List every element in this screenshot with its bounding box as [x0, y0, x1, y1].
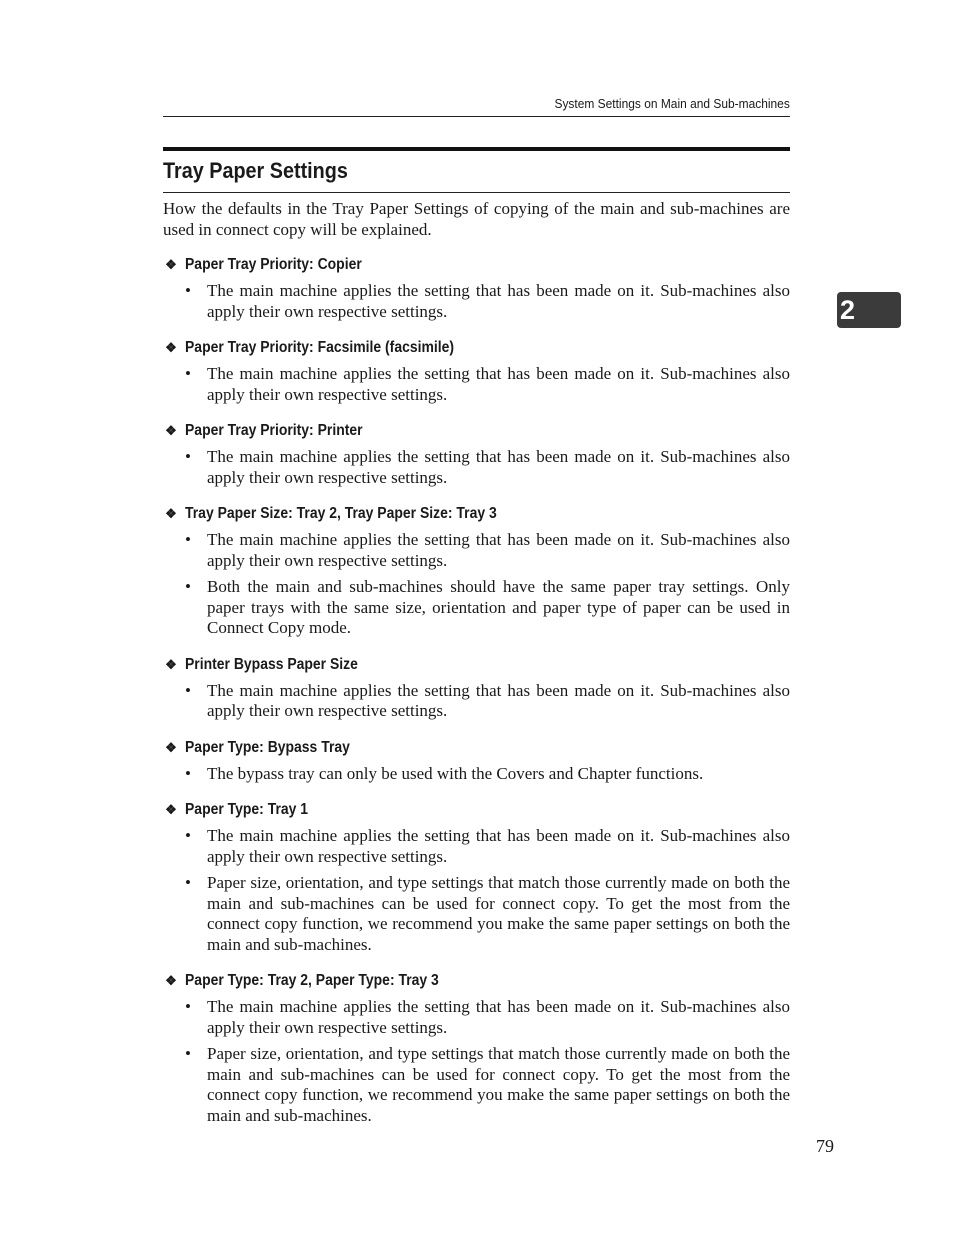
- section-heading: [163, 737, 790, 759]
- bullet-list: [163, 826, 790, 955]
- diamond-bullet-icon: ❖: [165, 340, 177, 355]
- list-item-text: The main machine applies the setting that has been made on it. Sub-machines also apply their own respective settings.: [207, 826, 790, 866]
- list-item-text: The bypass tray can only be used with the Covers and Chapter functions.: [207, 763, 704, 783]
- section-heading-text: Paper Type: Tray 1: [185, 801, 309, 818]
- diamond-bullet-icon: ❖: [165, 257, 177, 272]
- list-item: [163, 681, 790, 722]
- title-top-rule: [163, 147, 790, 151]
- bullet-dot-icon: •: [185, 530, 191, 549]
- page-number: 79: [816, 1136, 834, 1156]
- section-heading: [163, 420, 790, 442]
- diamond-bullet-icon: ❖: [165, 506, 177, 521]
- page-content: [163, 199, 790, 1141]
- section-heading: [163, 654, 790, 676]
- section-tray-paper-size: [163, 503, 790, 639]
- section-paper-tray-priority-facsimile: [163, 337, 790, 405]
- section-heading: [163, 254, 790, 276]
- section-paper-type-tray-2-3: [163, 970, 790, 1126]
- bullet-list: [163, 281, 790, 322]
- section-printer-bypass-paper-size: [163, 654, 790, 722]
- section-heading-text: Printer Bypass Paper Size: [185, 655, 358, 673]
- section-paper-type-tray-1: [163, 799, 790, 955]
- section-heading: [163, 337, 790, 359]
- section-heading-text: Paper Type: Bypass Tray: [185, 738, 350, 756]
- list-item: [163, 826, 790, 867]
- section-heading-text: Paper Type: Tray 2, Paper Type: Tray 3: [185, 972, 439, 989]
- list-item-text: The main machine applies the setting that has been made on it. Sub-machines also apply their own respective settings.: [207, 281, 790, 321]
- section-heading: [163, 799, 790, 821]
- bullet-list: [163, 997, 790, 1126]
- running-header-title: System Settings on Main and Sub-machines: [554, 96, 790, 111]
- list-item: [163, 530, 790, 571]
- section-paper-type-bypass-tray: [163, 737, 790, 785]
- diamond-bullet-icon: ❖: [165, 656, 177, 672]
- section-heading-text: Paper Tray Priority: Facsimile (facsimile): [185, 339, 455, 356]
- bullet-dot-icon: •: [185, 680, 191, 700]
- intro-paragraph: How the defaults in the Tray Paper Settings of copying of the main and sub-machines are used in connect copy will be explained.: [163, 199, 790, 239]
- bullet-dot-icon: •: [185, 763, 191, 783]
- page-title: Tray Paper Settings: [163, 158, 348, 183]
- title-underline: [163, 192, 790, 193]
- bullet-dot-icon: •: [185, 447, 191, 466]
- section-paper-tray-priority-printer: [163, 420, 790, 488]
- section-heading: [163, 970, 790, 992]
- section-heading-text: Paper Tray Priority: Copier: [185, 256, 362, 273]
- bullet-dot-icon: •: [185, 281, 191, 300]
- diamond-bullet-icon: ❖: [165, 973, 177, 988]
- running-header: [163, 96, 790, 117]
- section-paper-tray-priority-copier: [163, 254, 790, 322]
- bullet-dot-icon: •: [185, 364, 191, 383]
- list-item-text: Paper size, orientation, and type settings that match those currently made on both the main and sub-machines can be used for connect copy. To get the most from the connect copy function, we recommend you make the same paper settings on both the main and sub-machines.: [207, 873, 790, 954]
- chapter-tab: [837, 292, 901, 328]
- list-item: [163, 364, 790, 405]
- list-item-text: The main machine applies the setting that has been made on it. Sub-machines also apply their own respective settings.: [207, 364, 790, 404]
- bullet-list: [163, 764, 790, 785]
- section-heading: [163, 503, 790, 525]
- bullet-dot-icon: •: [185, 873, 191, 892]
- list-item: [163, 281, 790, 322]
- diamond-bullet-icon: ❖: [165, 739, 177, 755]
- list-item-text: The main machine applies the setting that has been made on it. Sub-machines also apply their own respective settings.: [207, 530, 790, 570]
- bullet-dot-icon: •: [185, 577, 191, 596]
- bullet-list: [163, 447, 790, 488]
- section-heading-text: Paper Tray Priority: Printer: [185, 422, 363, 439]
- diamond-bullet-icon: ❖: [165, 802, 177, 817]
- list-item-text: The main machine applies the setting that has been made on it. Sub-machines also apply their own respective settings.: [207, 447, 790, 487]
- bullet-list: [163, 364, 790, 405]
- list-item-text: Both the main and sub-machines should have the same paper tray settings. Only paper trays with the same size, orientation and paper type of paper can be used in Connect Copy mode.: [207, 577, 790, 637]
- bullet-dot-icon: •: [185, 1044, 191, 1063]
- chapter-number: 2: [840, 295, 856, 325]
- list-item-text: The main machine applies the setting that has been made on it. Sub-machines also apply their own respective settings.: [207, 680, 790, 720]
- list-item: [163, 764, 790, 785]
- list-item: [163, 1044, 790, 1126]
- list-item-text: Paper size, orientation, and type settings that match those currently made on both the main and sub-machines can be used for connect copy. To get the most from the connect copy function, we recommend you make the same paper settings on both the main and sub-machines.: [207, 1044, 790, 1125]
- list-item: [163, 577, 790, 639]
- list-item-text: The main machine applies the setting that has been made on it. Sub-machines also apply their own respective settings.: [207, 997, 790, 1037]
- list-item: [163, 447, 790, 488]
- diamond-bullet-icon: ❖: [165, 423, 177, 438]
- section-heading-text: Tray Paper Size: Tray 2, Tray Paper Size: Tray 3: [185, 505, 497, 522]
- bullet-dot-icon: •: [185, 826, 191, 845]
- bullet-list: [163, 681, 790, 722]
- list-item: [163, 997, 790, 1038]
- bullet-dot-icon: •: [185, 997, 191, 1016]
- bullet-list: [163, 530, 790, 639]
- list-item: [163, 873, 790, 955]
